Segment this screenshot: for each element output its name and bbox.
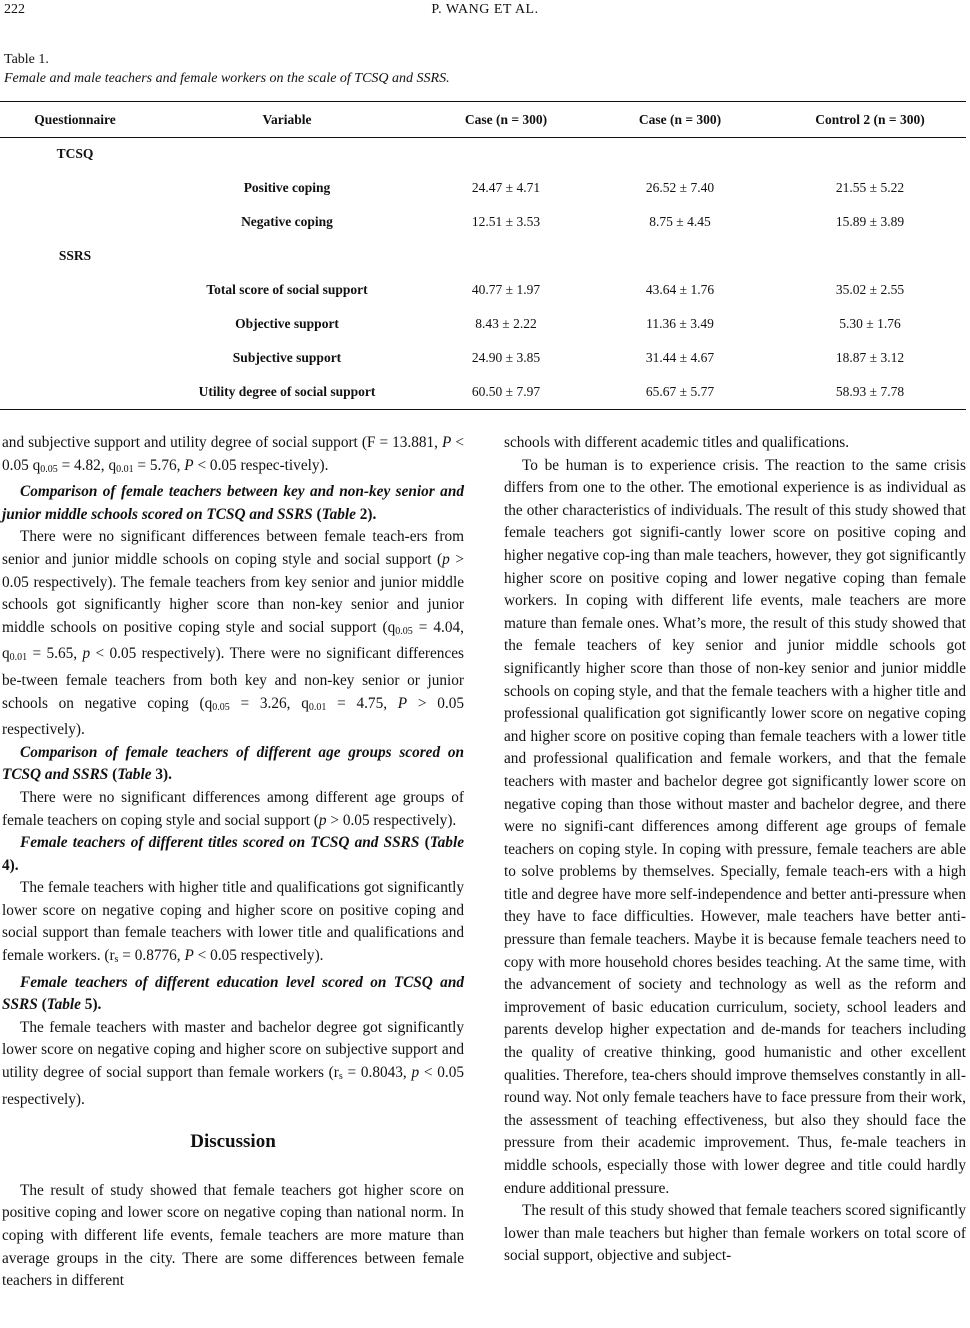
left-column [2,432,464,1293]
paragraph: schools with different academic titles and qualifications. [504,434,850,451]
row-value-control-2: 15.89 ± 3.89 [835,214,905,229]
table-caption: Female and male teachers and female workers on the scale of TCSQ and SSRS. [4,71,450,86]
paragraph: There were no significant differences among different age groups of female teachers on coping style and social support (p > 0.05 respectively). [2,788,464,829]
row-value-case-1: 40.77 ± 1.97 [471,282,541,297]
row-value-case-1: 12.51 ± 3.53 [471,214,541,229]
row-value-case-2: 26.52 ± 7.40 [645,180,715,195]
column-header-case-1: Case (n = 300) [464,112,548,127]
row-value-case-1: 8.43 ± 2.22 [475,316,537,331]
paragraph: The result of this study showed that female teachers scored significantly lower than male teachers but higher than female workers on total score of social support, objective and subject- [504,1202,966,1265]
running-authors: P. WANG ET AL. [431,2,539,17]
paragraph: To be human is to experience crisis. The reaction to the same crisis differs from one to the other. The emotional experience is as individual as the other characteristics of individuals. The result of this study showed that female teachers got signifi-cantly lower score on positive coping and higher negative cop-ing than male teachers, however, they got significantly higher score on positive coping and lower negative coping than female workers. In coping with different life events, male teachers are more mature than female ones. What’s more, the result of this study showed that the female teachers of key senior and junior middle schools got significantly higher score than those of non-key senior and junior middle schools on coping style, and that the female teachers with a higher title and professional qualification got significantly lower score on negative coping and higher score on positive coping than female teachers with a lower title and professional qualification and female workers, and that the female teachers with master and bachelor degree got significantly lower score on negative coping than those without master and bachelor degree, and there were no signifi-cant differences among different age groups of female teachers on coping style. In coping with pressure, female teachers are able to solve problems by themselves. Specially, female teach-ers with a high title and degree have more self-independence and better anti-pressure when they have to face difficulties. However, male teachers have better anti-pressure than female teachers. Maybe it is because female teachers need to copy with more household chores besides teaching. At the same time, with the advancement of society and technology as well as the reform and improvement of basic education curriculum, society, school leaders and parents develop higher expectation and de-mands for teachers including the quality of creative thinking, good humanistic and other excellent qualities. Therefore, tea-chers should improve themselves constantly in all-round way. Not only female teachers have to face pressure from their work, the assessment of teaching effectiveness, but also they should face the pressure from their academic improvement. Thus, fe-male teachers in middle schools, especially those with lower degree and title could hardly endure additional pressure. [504,456,966,1197]
row-variable: Total score of social support [206,282,368,297]
row-variable: Positive coping [243,180,331,195]
table-top-rule [0,101,966,102]
row-value-case-2: 31.44 ± 4.67 [645,350,715,365]
table-label: Table 1. [4,52,49,67]
row-questionnaire: TCSQ [56,146,94,161]
row-value-control-2: 58.93 ± 7.78 [835,384,905,399]
row-value-case-2: 8.75 ± 4.45 [649,214,711,229]
column-header-questionnaire: Questionnaire [34,112,116,127]
column-header-variable: Variable [262,112,312,127]
row-value-case-1: 24.90 ± 3.85 [471,350,541,365]
row-variable: Objective support [235,316,339,331]
paragraph: The female teachers with higher title and qualifications got significantly lower score on negative coping and higher score on positive coping and social support than female teachers with lower title and qualifications and female workers. ($r_s = 0.8776$, P < 0.05 respectively). [2,879,464,966]
row-value-case-2: 11.36 ± 3.49 [646,316,714,331]
row-variable: Subjective support [232,350,342,365]
row-value-case-2: 65.67 ± 5.77 [645,384,715,399]
running-header [0,0,970,26]
row-value-control-2: 21.55 ± 5.22 [835,180,905,195]
page-number: 222 [4,2,25,17]
row-questionnaire: SSRS [58,248,92,263]
row-variable: Negative coping [241,214,333,229]
row-value-case-1: 24.47 ± 4.71 [471,180,541,195]
row-value-case-2: 43.64 ± 1.76 [645,282,715,297]
table-header-rule [0,137,966,138]
row-value-control-2: 35.02 ± 2.55 [835,282,905,297]
table-bottom-rule [0,409,966,410]
paragraph: The female teachers with master and bachelor degree got significantly lower score on negative coping and higher score on subjective support and utility degree of social support than female workers ($r_s = 0.8043$, p < 0.05 respectively). [2,1018,465,1108]
row-value-control-2: 18.87 ± 3.12 [835,350,905,365]
paragraph: There were no significant differences between female teach-ers from senior and junior middle schools on coping style and social support (p > 0.05 respectively). The female teachers from key senior and junior middle schools got significantly higher score than non-key senior and junior middle schools on positive coping style and social support ($q_{0.05} = 4.04$, $q_{0.01} = 5.65$, p < 0.05 respectively). There were no significant differences be-tween female teachers from both key and non-key senior or junior schools on negative coping ($q_{0.05} = 3.26$, $q_{0.01} = 4.75$, P > 0.05 respectively). [2,528,465,739]
paragraph: and subjective support and utility degree of social support (F = 13.881, P < 0.05 $q_{0.05} = 4.82$, $q_{0.01} = 5.76$, P < 0.05 respec-tively). [2,434,465,475]
row-value-control-2: 5.30 ± 1.76 [839,316,901,331]
right-column [504,432,966,1268]
column-header-case-2: Case (n = 300) [638,112,722,127]
section-heading: Female teachers of different education level scored on TCSQ and SSRS (Table 5). [2,973,464,1014]
section-heading: Comparison of female teachers between key and non-key senior and junior middle schools scored on TCSQ and SSRS (Table 2). [2,483,464,523]
section-heading: Female teachers of different titles scored on TCSQ and SSRS (Table 4). [2,834,464,874]
column-header-control-2: Control 2 (n = 300) [815,112,925,127]
paragraph: The result of study showed that female teachers got higher score on positive coping and lower score on negative coping than national norm. In coping with different life events, female teachers are more mature than average groups in the city. There are some differences between female teachers in different [2,1181,464,1290]
discussion-heading: Discussion [190,1131,276,1153]
row-variable: Utility degree of social support [198,384,376,399]
section-heading: Comparison of female teachers of different age groups scored on TCSQ and SSRS (Table 3). [2,743,464,784]
row-value-case-1: 60.50 ± 7.97 [471,384,541,399]
